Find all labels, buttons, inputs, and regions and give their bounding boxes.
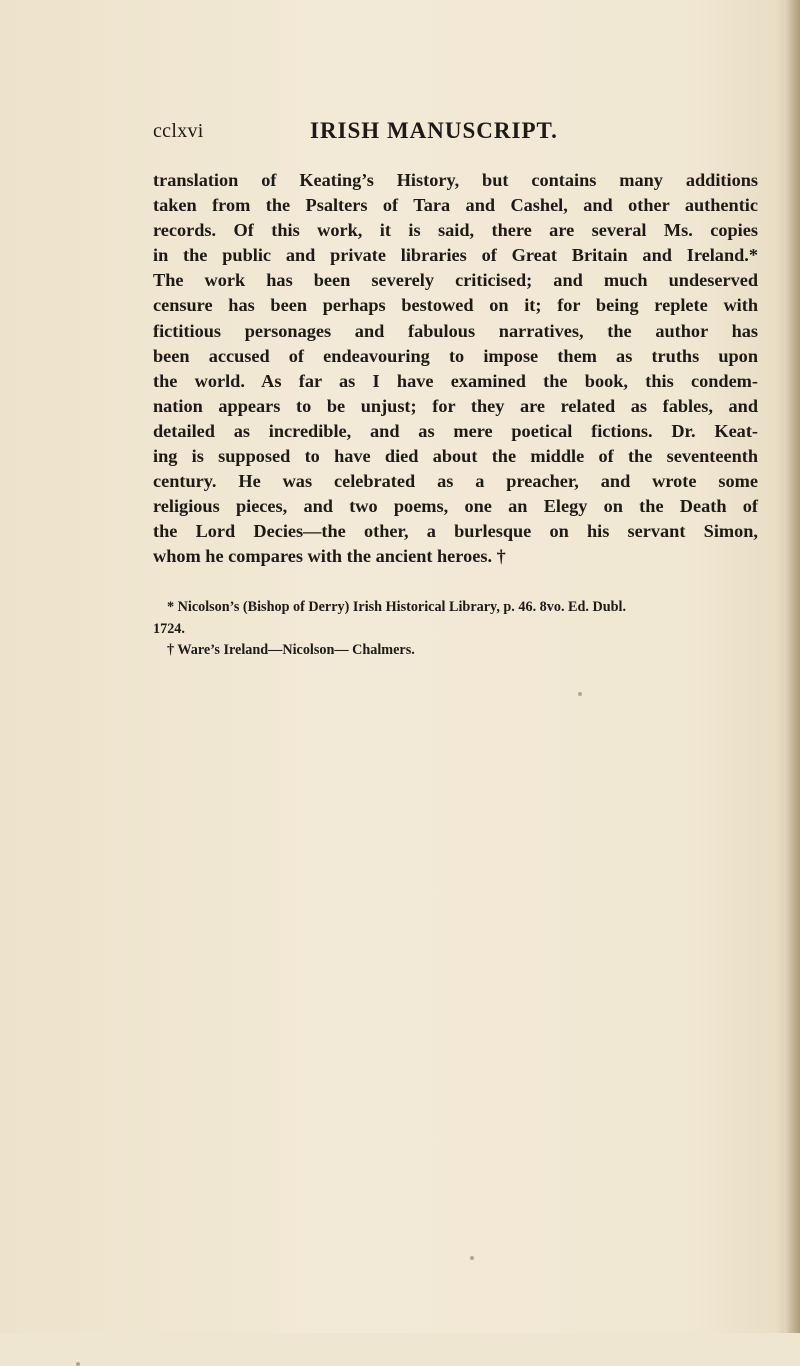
text-line: been accused of endeavouring to impose them as truths upon — [153, 345, 758, 366]
text-line: in the public and private libraries of Great Britain and Ireland.* — [153, 245, 758, 266]
text-line: nation appears to be unjust; for they are related as fables, and — [153, 395, 758, 416]
paper-speck — [578, 692, 582, 696]
text-line: fictitious personages and fabulous narratives, the author has — [153, 320, 758, 341]
text-line: century. He was celebrated as a preacher, and wrote some — [153, 471, 758, 492]
page-number: cclxvi — [153, 120, 204, 142]
footnote-line: † Ware’s Ireland—Nicolson— Chalmers. — [167, 642, 415, 658]
text-line: ing is supposed to have died about the middle of the seventeenth — [153, 446, 758, 467]
text-line: taken from the Psalters of Tara and Cashel, and other authentic — [153, 195, 758, 216]
text-line: The work has been severely criticised; and much undeserved — [153, 270, 758, 291]
paper-speck — [76, 1362, 80, 1366]
text-line: records. Of this work, it is said, there are several Ms. copies — [153, 220, 758, 241]
text-line: the world. As far as I have examined the book, this condem- — [153, 370, 758, 391]
text-line: translation of Keating’s History, but contains many additions — [153, 170, 758, 190]
footnote-line: 1724. — [153, 620, 185, 637]
text-line: whom he compares with the ancient heroes. † — [153, 546, 506, 567]
text-line: detailed as incredible, and as mere poetical fictions. Dr. Keat- — [153, 420, 758, 441]
text-line: the Lord Decies—the other, a burlesque on his servant Simon, — [153, 521, 758, 542]
text-line: religious pieces, and two poems, one an Elegy on the Death of — [153, 496, 758, 517]
footnote-line: * Nicolson’s (Bishop of Derry) Irish Historical Library, p. 46. 8vo. Ed. Dubl. — [167, 599, 627, 615]
page-edge-shadow — [786, 0, 800, 1333]
running-title: IRISH MANUSCRIPT. — [310, 118, 558, 143]
body-paragraph — [153, 168, 758, 570]
text-line: censure has been perhaps bestowed on it; for being replete with — [153, 295, 758, 316]
footnotes — [153, 597, 758, 662]
running-head — [153, 118, 613, 152]
paper-speck — [470, 1256, 474, 1260]
